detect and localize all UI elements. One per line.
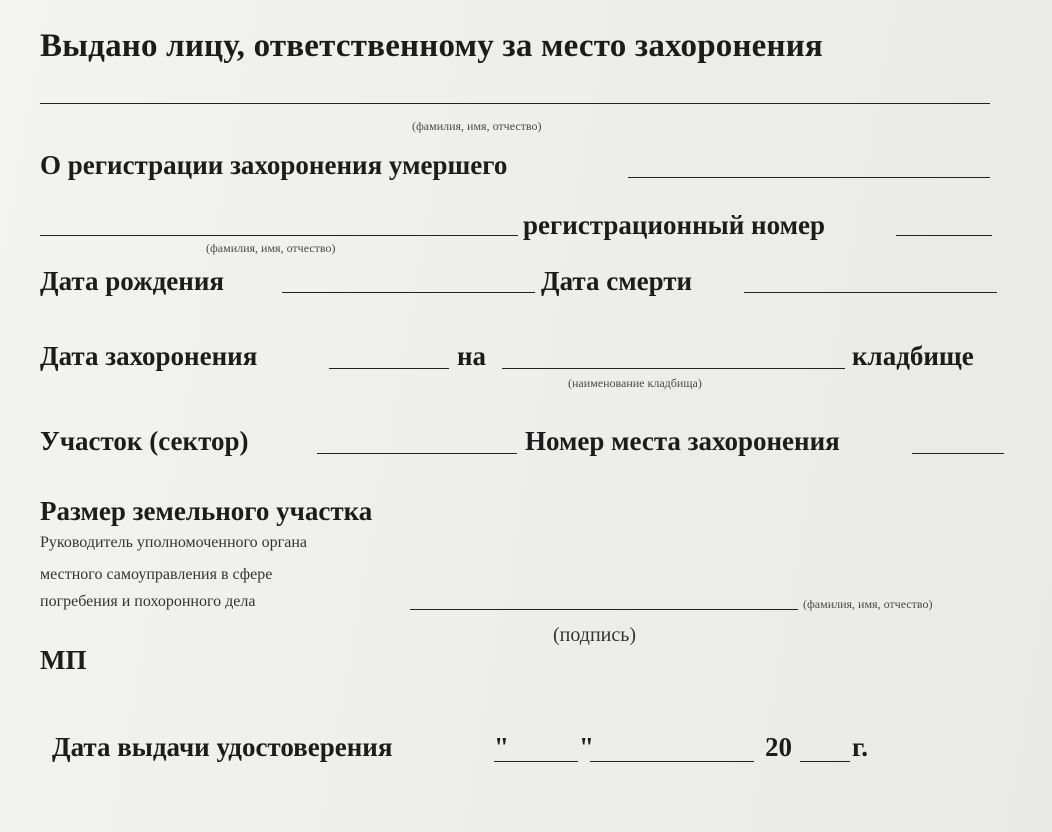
- registration-label: О регистрации захоронения умершего: [40, 150, 508, 180]
- head-line-3: погребения и похоронного дела: [40, 593, 256, 610]
- plot-label: Участок (сектор): [40, 426, 249, 456]
- burial-date-line: [329, 368, 449, 369]
- quote-open: ": [494, 732, 509, 762]
- reg-number-label: регистрационный номер: [523, 210, 825, 240]
- land-size-label: Размер земельного участка: [40, 496, 373, 526]
- fio-caption: (фамилия, имя, отчество): [412, 119, 542, 133]
- issue-date-label: Дата выдачи удостоверения: [52, 732, 393, 762]
- year-suffix: г.: [852, 732, 868, 762]
- head-line-2: местного самоуправления в сфере: [40, 566, 273, 583]
- year-prefix: 20: [765, 732, 792, 762]
- head-line-1: Руководитель уполномоченного органа: [40, 534, 307, 551]
- death-date-line: [744, 292, 997, 293]
- cemetery-caption: (наименование кладбища): [568, 376, 702, 390]
- reg-number-line: [896, 235, 992, 236]
- issue-month-line: [590, 761, 754, 762]
- issue-day-line: [494, 761, 578, 762]
- fio-caption-2: (фамилия, имя, отчество): [206, 241, 336, 255]
- on-label: на: [457, 341, 487, 371]
- year-line: [800, 761, 850, 762]
- burial-date-label: Дата захоронения: [40, 341, 258, 371]
- cemetery-name-line: [502, 368, 845, 369]
- place-number-label: Номер места захоронения: [525, 426, 840, 456]
- death-date-label: Дата смерти: [541, 266, 693, 296]
- deceased-name-line-1: [628, 177, 990, 178]
- head-fio-line: [410, 609, 798, 610]
- stamp-label: МП: [40, 645, 87, 675]
- document-title: Выдано лицу, ответственному за место захоронения: [40, 28, 823, 64]
- responsible-person-fio-line: [40, 103, 990, 104]
- head-fio-caption: (фамилия, имя, отчество): [803, 597, 933, 611]
- place-number-line: [912, 453, 1004, 454]
- deceased-name-line-2: [40, 235, 518, 236]
- birth-date-line: [282, 292, 535, 293]
- cemetery-label: кладбище: [852, 341, 974, 371]
- signature-caption: (подпись): [553, 624, 637, 646]
- plot-line: [317, 453, 517, 454]
- birth-date-label: Дата рождения: [40, 266, 225, 296]
- quote-close: ": [579, 732, 594, 762]
